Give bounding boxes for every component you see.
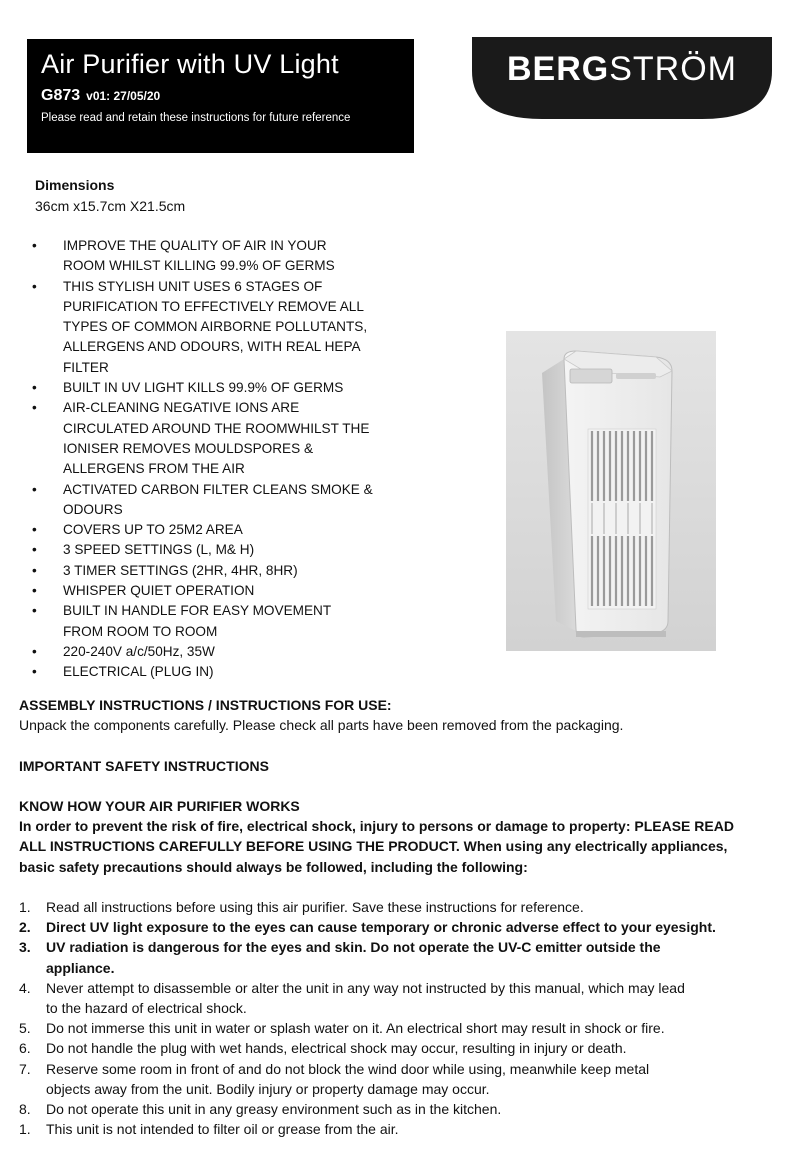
feature-text-line: ODOURS (63, 501, 123, 517)
bullet-icon: • (32, 664, 37, 680)
rule-number: 5. (19, 1020, 31, 1037)
logo-wordmark (507, 50, 737, 88)
rule-number: 3. (19, 939, 31, 956)
bullet-icon: • (32, 481, 37, 497)
dimensions-value: 36cm x15.7cm X21.5cm (35, 198, 186, 214)
feature-item (27, 398, 387, 479)
feature-item (27, 378, 387, 398)
safety-rule (19, 937, 794, 977)
rule-text-line: Do not handle the plug with wet hands, electrical shock may occur, resulting in injury or death. (46, 1040, 627, 1057)
feature-text-line: PURIFICATION TO EFFECTIVELY REMOVE ALL (63, 298, 364, 314)
front-grille (588, 429, 656, 609)
rule-number: 6. (19, 1040, 31, 1057)
assembly-heading: ASSEMBLY INSTRUCTIONS / INSTRUCTIONS FOR USE: (19, 697, 392, 713)
rule-number: 1. (19, 1121, 31, 1138)
feature-text-line: FROM ROOM TO ROOM (63, 623, 218, 639)
feature-text-line: BUILT IN HANDLE FOR EASY MOVEMENT (63, 603, 332, 619)
safety-rule (19, 1099, 794, 1119)
logo-light-part: STRÖM (609, 50, 738, 88)
feature-item (27, 642, 387, 662)
feature-item (27, 561, 387, 581)
feature-text-line: 3 TIMER SETTINGS (2HR, 4HR, 8HR) (63, 562, 298, 578)
bullet-icon: • (32, 542, 37, 558)
safety-heading: IMPORTANT SAFETY INSTRUCTIONS (19, 757, 269, 774)
version-label: v01: 27/05/20 (86, 89, 161, 103)
rule-text-line: Direct UV light exposure to the eyes can cause temporary or chronic adverse effect to your eyesight. (46, 919, 716, 936)
safety-rules-list (19, 897, 794, 1139)
bergstrom-logo (472, 37, 772, 119)
safety-rule (19, 978, 794, 1018)
feature-text-line: 3 SPEED SETTINGS (L, M& H) (63, 542, 255, 558)
product-photo (506, 331, 716, 651)
feature-item (27, 520, 387, 540)
feature-item (27, 480, 387, 521)
safety-intro-line: In order to prevent the risk of fire, electrical shock, injury to persons or damage to property: PLEASE READ (19, 818, 734, 835)
feature-text-line: ACTIVATED CARBON FILTER CLEANS SMOKE & (63, 481, 373, 497)
rule-text-line: appliance. (46, 959, 115, 976)
dimensions-label: Dimensions (35, 177, 115, 193)
safety-intro (19, 816, 794, 877)
rule-text-line: Read all instructions before using this air purifier. Save these instructions for reference. (46, 898, 584, 915)
safety-rule (19, 1018, 794, 1038)
rule-number: 4. (19, 979, 31, 996)
feature-item (27, 581, 387, 601)
rule-number: 1. (19, 898, 31, 915)
feature-text-line: IMPROVE THE QUALITY OF AIR IN YOUR (63, 238, 327, 253)
model-line (41, 87, 414, 105)
feature-text-line: 220-240V a/c/50Hz, 35W (63, 643, 215, 659)
feature-text-line: ELECTRICAL (PLUG IN) (63, 664, 214, 680)
safety-intro-line: ALL INSTRUCTIONS CAREFULLY BEFORE USING THE PRODUCT. When using any electrically appliances, (19, 838, 728, 855)
bullet-icon: • (32, 400, 37, 416)
safety-rule (19, 917, 794, 937)
rule-number: 8. (19, 1101, 31, 1118)
rule-text-line: objects away from the unit. Bodily injury or property damage may occur. (46, 1080, 490, 1097)
feature-text-line: COVERS UP TO 25M2 AREA (63, 522, 243, 538)
feature-text-line: TYPES OF COMMON AIRBORNE POLLUTANTS, (63, 319, 368, 335)
feature-text-line: ALLERGENS AND ODOURS, WITH REAL HEPA (63, 339, 361, 355)
retain-note: Please read and retain these instructions for future reference (41, 112, 351, 124)
feature-item (27, 277, 387, 378)
feature-text-line: IONISER REMOVES MOULDSPORES & (63, 440, 314, 456)
feature-item (27, 662, 387, 682)
rule-text-line: to the hazard of electrical shock. (46, 1000, 247, 1016)
rule-text-line: Reserve some room in front of and do not block the wind door while using, meanwhile keep metal (46, 1060, 650, 1077)
control-display (570, 369, 612, 383)
bullet-icon: • (32, 380, 37, 396)
rule-text-line: Do not operate this unit in any greasy environment such as in the kitchen. (46, 1101, 502, 1118)
feature-text-line: CIRCULATED AROUND THE ROOMWHILST THE (63, 420, 370, 436)
bullet-icon: • (32, 583, 37, 599)
feature-text-line: FILTER (63, 359, 109, 375)
bullet-icon: • (32, 603, 37, 619)
instructions-section (19, 695, 794, 1139)
feature-text-line: AIR-CLEANING NEGATIVE IONS ARE (63, 400, 300, 416)
rule-text-line: This unit is not intended to filter oil or grease from the air. (46, 1121, 399, 1138)
assembly-text: Unpack the components carefully. Please check all parts have been removed from the packaging. (19, 717, 624, 734)
document-title: Air Purifier with UV Light (41, 49, 339, 79)
rule-text-line: Do not immerse this unit in water or splash water on it. An electrical short may result in shock or fire. (46, 1020, 665, 1037)
bullet-icon: • (32, 238, 37, 253)
feature-list (27, 236, 387, 683)
feature-text-line: BUILT IN UV LIGHT KILLS 99.9% OF GERMS (63, 380, 344, 396)
safety-rule (19, 1059, 794, 1099)
control-buttons (616, 373, 656, 379)
model-number: G873 (41, 87, 81, 104)
bullet-icon: • (32, 643, 37, 659)
rule-text-line: UV radiation is dangerous for the eyes and skin. Do not operate the UV-C emitter outside the (46, 939, 661, 956)
feature-text-line: ROOM WHILST KILLING 99.9% OF GERMS (63, 258, 335, 274)
rule-number: 7. (19, 1060, 31, 1077)
logo-bold-part: BERG (506, 50, 610, 88)
safety-rule (19, 1038, 794, 1058)
feature-item (27, 236, 387, 277)
safety-intro-line: basic safety precautions should always be followed, including the following: (19, 858, 528, 875)
rule-text-line: Never attempt to disassemble or alter the unit in any way not instructed by this manual, which may lead (46, 979, 685, 996)
bullet-icon: • (32, 522, 37, 538)
title-banner (27, 39, 414, 153)
safety-rule (19, 1119, 794, 1139)
feature-text-line: ALLERGENS FROM THE AIR (63, 461, 245, 477)
purifier-base (576, 631, 666, 637)
feature-item (27, 601, 387, 642)
feature-item (27, 540, 387, 560)
bullet-icon: • (32, 278, 37, 294)
safety-subheading: KNOW HOW YOUR AIR PURIFIER WORKS (19, 797, 300, 814)
feature-text-line: WHISPER QUIET OPERATION (63, 583, 255, 599)
rule-number: 2. (19, 919, 31, 936)
bullet-icon: • (32, 562, 37, 578)
safety-rule (19, 897, 794, 917)
feature-text-line: THIS STYLISH UNIT USES 6 STAGES OF (63, 278, 323, 294)
